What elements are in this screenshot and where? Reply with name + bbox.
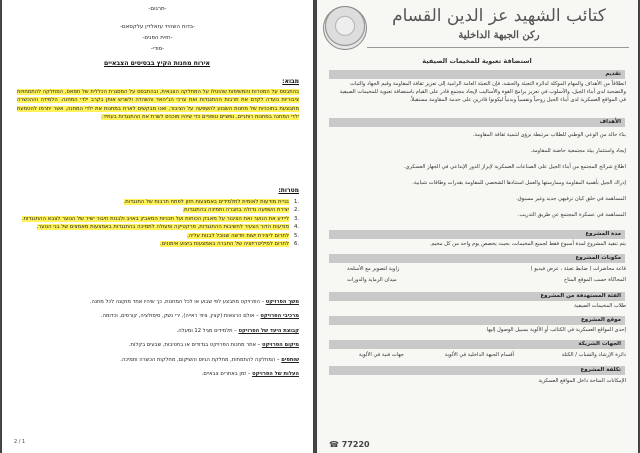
section-header-target: الفئة المستهدفة من المشروع [329, 292, 625, 301]
intro-label: מבוא: [282, 78, 299, 85]
goal-item: .6לתרום למיליטריזציה של החברה באמצעות ביצוע אימונים. [160, 241, 299, 248]
goal-item: .1בניית מודעות לאומית לתלמידים באמצעות חזון לפתח תרבות של התנגדות. [123, 199, 299, 205]
intro-paragraph [17, 88, 299, 122]
goal-item: .2יצירת השפעה גדולה בחברה ותמיכה בהתנגדות. [182, 207, 299, 214]
classification-line: -סודי- [150, 46, 165, 52]
page-number: 2 / 1 [14, 439, 26, 445]
component-line: قاعة محاضرات ( ضابط تعبئة ، عرض فيديو ) [530, 266, 626, 272]
detail-item: שותפים – המחלקה להתמחות, מחלקת הגיוס והשיקום, מחלקות הכשרה ותמיכה. [120, 356, 299, 363]
goal-line: المساهمة في خلق كيان ترفيهي جديد وغير مسبوق. [516, 196, 626, 202]
brand-title: كتائب الشهيد عز الدين القسام [392, 6, 606, 26]
header-divider [367, 47, 629, 48]
goal-line: المساهمة في عسكرة المجتمع عن طريق التدريب. [517, 212, 626, 218]
brand-subtitle: ركن الجبهة الداخلية [458, 30, 540, 41]
section-header-goals: الأهداف [329, 118, 625, 127]
original-document-page [317, 0, 638, 453]
brigade-logo-icon [323, 6, 367, 50]
component-line: ميدان الرماية والدورات [347, 277, 397, 283]
phone-number: ☎ 77220 [329, 440, 370, 449]
detail-item: משך הפרויקט – הפרויקט מתבצע לפי שבוע או לכל המחנות, כך שיהיו אחד מוקצה לכל מחנה. [89, 299, 299, 305]
section-header-location: موقع المشروع [329, 316, 625, 325]
translation-page [2, 0, 313, 453]
document-title: استضافة تعبوية للمخيمات الصيفية [422, 57, 532, 65]
goals-label: מטרות: [278, 187, 299, 194]
duration-line: يتم تنفيذ المشروع لمدة أسبوع فقط لجميع المخيمات، بحيث يخصص يوم واحد من كل مخيم. [429, 241, 626, 247]
goal-line: إدراك الجيل بأهمية المقاومة وممارستها والعمل استنادها الشخصي للمقاومة بقدرات وطاقات شبابية. [412, 180, 626, 186]
goal-line: بناء حالة من الوعي الوطني للطلاب مرتبطة برؤى لتنمية ثقافة المقاومة. [472, 132, 626, 138]
document-title: אירוח מחנות הקיץ בבסיסים הצבאיים [103, 60, 211, 67]
section-header-partners: الجهات الشريكة [329, 340, 625, 349]
intro-text: בהתבסס על המטרות והמשימות שהוטלו על המחלקה הצבאית, ובהתבסס על המסגרת הכללית של חמאס, המחלקה להתמחויות ציבוריות נועדה לקדם את תרבות ההתנגדות ואת ערכי הג'יהאד והשהדה ולשרש אותן בקרב ילדי המחנה. הלמידה וההכשרה מתבצעת בתוכניות של מחנות השבוע להשפעה על הציבור, ואנו מבקשים לארח במחנות את ילדי המחנה, אשר יתרמו להטמעת ילדי המחנה במחנות רוחניים, נפשיים וגופניים כדי שיהיו מוכנים לשרת את ההתנגדות בעתיד. [17, 89, 299, 121]
goal-item: .4מודעות הדור הצעיר לחשיבות ההתנגדות, פרקטיקה ופעולה לתמיכה בהתנגדות באמצעות מאמצים של בני הנוער. [36, 224, 299, 231]
intro-line: انطلاقاً من الأهداف والمهام الموكلة لدائرة التعبئة والحشد، فإن التعبئة العامة الرامية إلى تعزيز ثقافة المقاومة وقيم الجهاد والثبات [350, 81, 626, 87]
section-header-cost: تكلفة المشروع [329, 366, 625, 375]
detail-item: מיקום הפרויקט – אתר מחנות הפרויקט בגדודים או בחטיבות, שבעים בקלות. [128, 342, 299, 349]
intro-line: والتضحية لدى أبناء الجيل، والأسلوب في تعزيز برامج القوة والأساليب لإيجاد مجتمع قادر على القيام باستضافة تعبوية للمخيمات الصيفية [339, 89, 626, 95]
detail-item: העלות של הפרויקט – זמן באתרים צבאיים. [201, 371, 299, 378]
goal-item: .3ליידע את הנוער ואת הציבור על מאבק הכוחות ועל תכניות המאבק באויב ולבנות חיבור ישיר של הנוער לצבא ההתנגדות. [21, 215, 299, 222]
location-line: إحدى المواقع العسكرية في الكتائب أو الألوية بسبيل الوصول إليها [486, 327, 626, 333]
section-header-duration: مدة المشروع [329, 230, 625, 239]
front-line: -חזית הפנים- [142, 35, 173, 41]
goals-list [17, 198, 299, 248]
project-details [17, 298, 299, 384]
section-header-components: مكونات المشروع [329, 254, 625, 263]
goal-line: إيجاد واستثمار بيئة مجتمعية حاضنة للمقاومة. [530, 148, 626, 154]
partners-row [330, 352, 626, 360]
partner-cell: جهات فنية في الألوية [358, 352, 404, 358]
goal-line: اطلاع شرائح المجتمع من أبناء الجيل على الصناعات العسكرية لإبراز الدور الإبداعي في الجهاز العسكري. [403, 164, 626, 170]
translation-header: -תרגום- [148, 6, 167, 12]
component-line: المحاكاة حسب الموقع المتاح [563, 277, 626, 283]
intro-line: في المواقع العسكرية لدى أبناء الجيل روحياً ونفسياً وبدنياً ليكونوا قادرين على خدمة المقاومة مستقبلاً. [409, 97, 626, 103]
cost-line: الإمكانات المتاحة داخل المواقع العسكرية [538, 378, 626, 384]
goal-item: .5לתרום ליצירת ישות חדשה שנוכל לבנות עליה. [187, 232, 299, 239]
brigade-line: -בדוח השהיד עזאלדין עלקסאם- [119, 24, 196, 30]
partner-cell: أقسام الجبهة الداخلية في الألوية [444, 352, 514, 358]
partner-cell: دائرة الإرشاد والشباب / الكتلة [561, 352, 626, 358]
target-line: طلاب المخيمات الصيفية [574, 303, 626, 309]
detail-item: מרכיבי הפרויקט – אולם הרצאות (קצין, ציוד ראייה), ירי נשק, סימולציה, קורסים, וכדומה. [100, 313, 299, 320]
section-header-intro: تقديم [329, 70, 625, 79]
component-line: زاوية لتصوير مع الأسلحة [347, 266, 400, 272]
detail-item: קבוצת היעד של הפרויקט – תלמידים מגיל 12 ומעלה. [176, 327, 299, 334]
